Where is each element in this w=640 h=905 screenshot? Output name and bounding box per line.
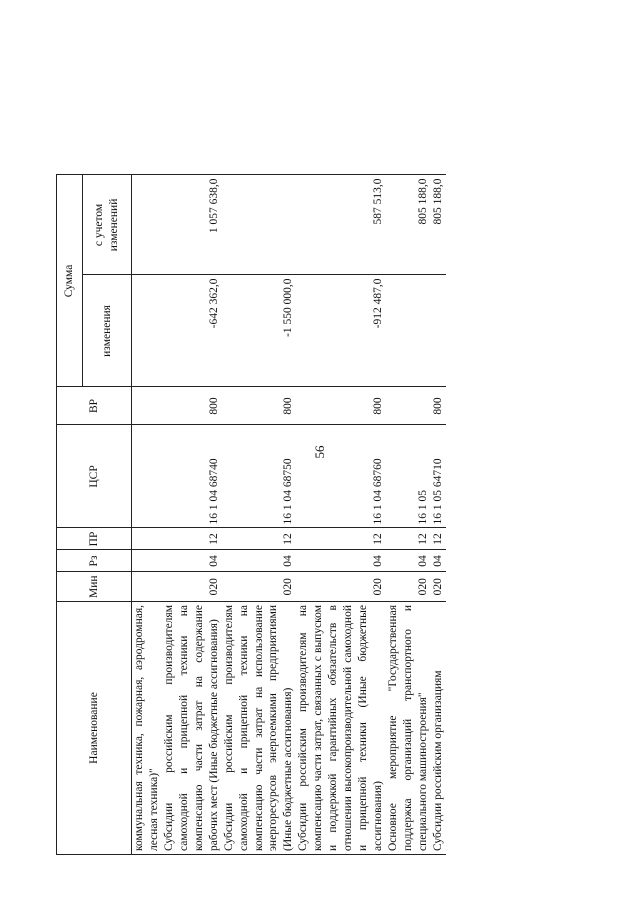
header-rz: Рз (57, 550, 132, 572)
row-changes (386, 275, 431, 387)
row-rz: 04 (162, 550, 222, 572)
header-csr: ЦСР (57, 425, 132, 528)
table-row (132, 175, 162, 855)
row-name: Субсидии российским производителям самоходной и прицепной техники на компенсацию части затрат на содержание рабочих мест (Иные бюджетные ассигнования) (162, 602, 222, 855)
table-row (296, 175, 386, 855)
row-vr: 800 (296, 387, 386, 425)
row-name: Субсидии российским производителям на компенсацию части затрат, связанных с выпуском и поддержкой гарантийных обязательств в отношении высокопроизводительной самоходной и прицепной техники (Иные бюджетные ассигнования) (296, 602, 386, 855)
row-csr: 16 1 04 68760 (296, 425, 386, 528)
row-min: 020 (162, 572, 222, 602)
header-sum: Сумма (57, 175, 83, 387)
row-vr: 800 (222, 387, 297, 425)
row-changes: -912 487,0 (296, 275, 386, 387)
row-rz: 04 (386, 550, 431, 572)
header-name: Наименование (57, 602, 132, 855)
row-rz: 04 (296, 550, 386, 572)
row-csr: 16 1 04 68750 (222, 425, 297, 528)
table-body (132, 175, 446, 855)
row-csr (132, 425, 162, 528)
budget-table (56, 174, 446, 855)
table-header (57, 175, 132, 855)
row-total: 1 057 638,0 (162, 175, 222, 275)
row-changes (132, 275, 162, 387)
row-vr (386, 387, 431, 425)
row-vr: 800 (431, 387, 446, 425)
row-pr: 12 (431, 528, 446, 550)
page-number: 56 (312, 445, 327, 459)
row-changes: -1 550 000,0 (222, 275, 297, 387)
row-pr: 12 (386, 528, 431, 550)
row-csr: 16 1 05 64710 (431, 425, 446, 528)
row-total: 805 188,0 (386, 175, 431, 275)
row-name: Субсидии российским производителям самоходной и прицепной техники на компенсацию части затрат на использование энергоресурсов энергоемкими предприятиями (Иные бюджетные ассигнования) (222, 602, 297, 855)
table-row (162, 175, 222, 855)
row-total (132, 175, 162, 275)
row-rz: 04 (222, 550, 297, 572)
row-name: Субсидии российским организациям (431, 602, 446, 855)
row-rz: 04 (431, 550, 446, 572)
row-min (132, 572, 162, 602)
row-name: Основное мероприятие "Государственная поддержка организаций транспортного и специального машиностроения" (386, 602, 431, 855)
row-changes: -642 362,0 (162, 275, 222, 387)
header-vr: ВР (57, 387, 132, 425)
row-min: 020 (222, 572, 297, 602)
row-changes (431, 275, 446, 387)
table-row (386, 175, 431, 855)
table-row (222, 175, 297, 855)
table-row (431, 175, 446, 855)
row-vr (132, 387, 162, 425)
header-changes: изменения (83, 275, 132, 387)
row-pr: 12 (296, 528, 386, 550)
row-pr: 12 (222, 528, 297, 550)
header-with-changes: с учетом изменений (83, 175, 132, 275)
row-rz (132, 550, 162, 572)
row-total: 587 513,0 (296, 175, 386, 275)
row-csr: 16 1 04 68740 (162, 425, 222, 528)
header-min: Мин (57, 572, 132, 602)
row-total (222, 175, 297, 275)
row-vr: 800 (162, 387, 222, 425)
row-pr (132, 528, 162, 550)
row-min: 020 (431, 572, 446, 602)
row-pr: 12 (162, 528, 222, 550)
header-pr: ПР (57, 528, 132, 550)
row-total: 805 188,0 (431, 175, 446, 275)
row-name: коммунальная техника, пожарная, аэродромная, лесная техника)" (132, 602, 162, 855)
row-min: 020 (296, 572, 386, 602)
row-csr: 16 1 05 (386, 425, 431, 528)
row-min: 020 (386, 572, 431, 602)
